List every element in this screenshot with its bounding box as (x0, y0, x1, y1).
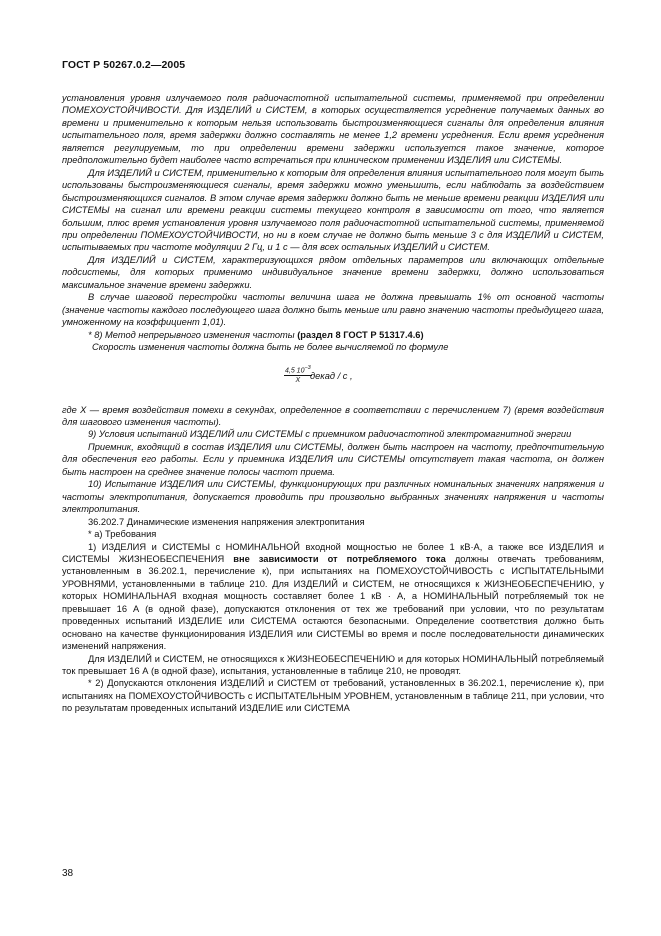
page-number: 38 (62, 868, 74, 879)
formula-denominator: X (295, 376, 301, 384)
formula-fraction (284, 364, 312, 385)
paragraph-settling-time: установления уровня излучаемого поля радиочастотной испытательной системы, применяемой при определении ПОМЕХОУСТОЙЧИВОСТИ. Для ИЗДЕЛИЙ и СИСТЕМ, в которых осуществляется усреднение получаемых данных во времени и применительно к которым нельзя использовать быстроизменяющиеся сигналы для определения влияния испытательного поля, время задержки должно составлять не менее 1,2 времени усреднения. Если время усреднения является регулируемым, то при определении времени задержки используется такое значение, которое предположительно будет наиболее часто встречаться при клиническом применении ИЗДЕЛИЯ или СИСТЕМЫ. (62, 93, 604, 166)
paragraph-multiple-parameters: Для ИЗДЕЛИЙ и СИСТЕМ, характеризующихся рядом отдельных параметров или включающих отдельные подсистемы, для которых применимо индивидуальное значение времени задержки, должно использоваться максимальное значение времени задержки. (62, 254, 604, 290)
paragraph-receiver-conditions: 9) Условия испытаний ИЗДЕЛИЙ или СИСТЕМЫ с приемником радиочастотной электромагнитной энергии (88, 429, 572, 440)
continuous-method-title: * 8) Метод непрерывного изменения частоты (88, 329, 295, 340)
paragraph-fast-signals: Для ИЗДЕЛИЙ и СИСТЕМ, применительно к которым для определения влияния испытательного поля могут быть использованы быстроизменяющиеся сигналы, время задержки можно уменьшить, если наблюдать за воздействием быстроизменяющихся сигналов. В этом случае время задержки должно быть не меньше времени реакции ИЗДЕЛИЯ или СИСТЕМЫ на сигнал или времени реакции системы текущего контроля в зависимости от того, что является большим, плюс время установления уровня излучаемого поля радиочастотной испытательной системы, применяемой при определении ПОМЕХОУСТОЙЧИВОСТИ, но ни в коем случае не должно быть меньше 3 с для ИЗДЕЛИЙ и СИСТЕМ, испытываемых при частоте модуляции 2 Гц, и 1 с — для всех остальных ИЗДЕЛИЙ и СИСТЕМ. (62, 167, 604, 253)
paragraph-non-life-support: Для ИЗДЕЛИЙ и СИСТЕМ, не относящихся к ЖИЗНЕОБЕСПЕЧЕНИЮ и для которых НОМИНАЛЬНЫЙ потребляемый ток превышает 16 А (в одной фазе), испытания, установленные в таблице 210, не проводят. (62, 653, 604, 677)
document-header: ГОСТ Р 50267.0.2—2005 (62, 59, 186, 71)
document-body (62, 92, 604, 715)
rate-formula (62, 354, 604, 404)
paragraph-step-tuning: В случае шаговой перестройки частоты величина шага не должна превышать 1% от основной частоты (значение частоты каждого последующего шага должно быть меньше или равно значению частоты предыдущего шага, умноженному на коэффициент 1,01). (62, 292, 604, 328)
paragraph-voltage-frequency: 10) Испытание ИЗДЕЛИЯ или СИСТЕМЫ, функционирующих при различных номинальных значениях напряжения и частоты электропитания, допускается проводить при произвольно выбранных значениях напряжения и частоты электропитания. (62, 479, 604, 515)
formula-numerator: 4,5 $10^{-3}$ (285, 364, 311, 374)
paragraph-requirement-2: * 2) Допускаются отклонения ИЗДЕЛИЙ и СИСТЕМ от требований, установленных в 36.202.1, перечисление к), при испытаниях на ПОМЕХОУСТОЙЧИВОСТЬ с ИСПЫТАТЕЛЬНЫМ УРОВНЕМ, установленным в таблице 211, при условии, что по результатам проведенных испытаний ИЗДЕЛИЕ или СИСТЕМА (62, 678, 604, 714)
paragraph-requirement-1: 1) ИЗДЕЛИЯ и СИСТЕМЫ с НОМИНАЛЬНОЙ входной мощностью не более 1 кВ·А, а также все ИЗДЕЛИЯ и СИСТЕМЫ ЖИЗНЕОБЕСПЕЧЕНИЯ вне зависимости от потребляемого тока должны отвечать требованиям, установленным в 36.202.1, перечисление к), при испытаниях на ПОМЕХОУСТОЙЧИВОСТЬ с ИСПЫТАТЕЛЬНЫМИ УРОВНЯМИ, установленными в таблице 210. Для ИЗДЕЛИЙ и СИСТЕМ, не относящихся к ЖИЗНЕОБЕСПЕЧЕНИЮ, у которых НОМИНАЛЬНАЯ входная мощность составляет более 1 кВ · А, а НОМИНАЛЬНЫЙ потребляемый ток не превышает 16 А (в одной фазе), допускаются отклонения от тех же требований при условии, что по результатам проведенных испытаний ИЗДЕЛИЕ или СИСТЕМА остаются безопасными. Определение соответствия должно быть основано на качестве функционирования ИЗДЕЛИЯ или СИСТЕМЫ во время и после последовательности динамических изменений напряжения. (62, 541, 604, 652)
section-heading-36-202-7: 36.202.7 Динамические изменения напряжения электропитания (88, 516, 365, 527)
paragraph-formula-where: где X — время воздействия помехи в секундах, определенное в соответствии с перечислением 7) (время воздействия для шагового изменения частоты). (62, 404, 604, 427)
paragraph-continuous-method (62, 329, 604, 341)
paragraph-rate-formula-intro: Скорость изменения частоты должна быть не более вычисляемой по формуле (92, 342, 449, 353)
formula-units: декад / с , (310, 370, 353, 381)
continuous-method-reference: (раздел 8 ГОСТ Р 51317.4.6) (297, 329, 424, 340)
subsection-requirements: * а) Требования (88, 529, 157, 540)
paragraph-receiver-tuning: Приемник, входящий в состав ИЗДЕЛИЯ или СИСТЕМЫ, должен быть настроен на частоту, предпочтительную для обеспечения его работы. Если у приемника ИЗДЕЛИЯ или СИСТЕМЫ отсутствует такая частота, он должен быть настроен на среднее значение полосы частот приема. (62, 441, 604, 477)
